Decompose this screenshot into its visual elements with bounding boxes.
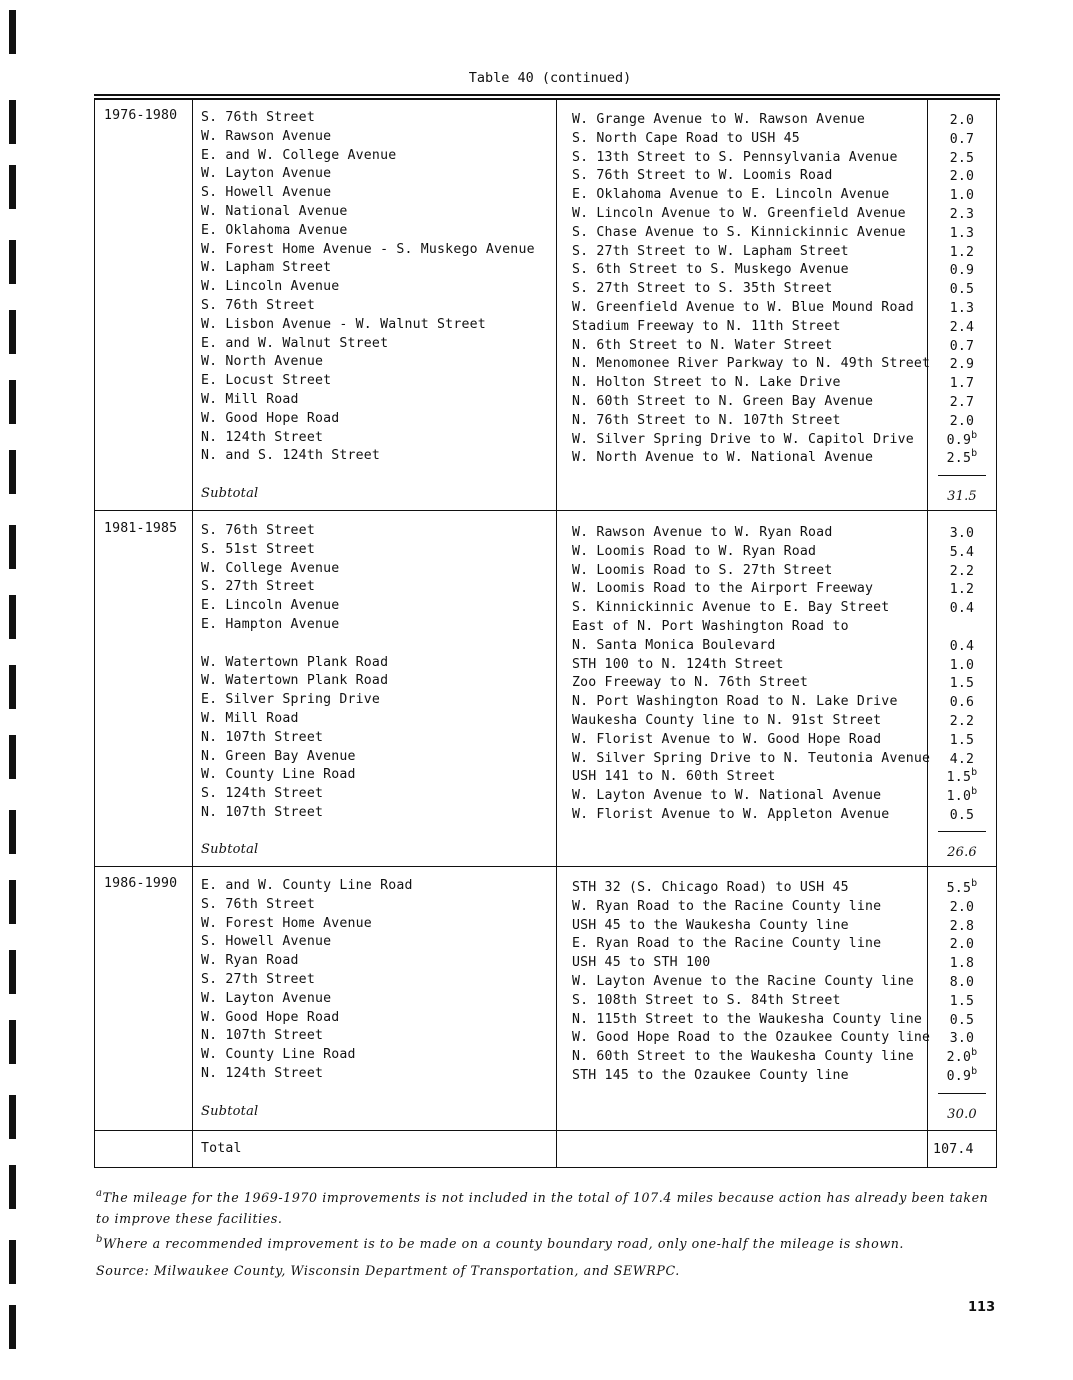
segment-extent: N. 60th Street to the Waukesha County line bbox=[572, 1049, 914, 1065]
segment-extent: S. 27th Street to W. Lapham Street bbox=[572, 243, 849, 259]
subtotal-label: Subtotal bbox=[201, 1104, 259, 1119]
facility-name: N. 107th Street bbox=[201, 729, 324, 745]
binding-hole-mark bbox=[9, 950, 16, 994]
mileage-value bbox=[928, 732, 996, 751]
binding-holes bbox=[4, 0, 20, 1380]
mileage-value bbox=[928, 429, 996, 451]
subtotal-value: 31.5 bbox=[947, 489, 977, 504]
column-divider-facility bbox=[192, 100, 193, 1168]
mileage-value bbox=[928, 563, 996, 582]
mileage-number: 2.0 bbox=[946, 1050, 972, 1066]
mileage-value bbox=[928, 918, 996, 937]
segment-extent: N. Menomonee River Parkway to N. 49th Street bbox=[572, 356, 931, 372]
binding-hole-mark bbox=[9, 100, 16, 144]
facility-name: S. Howell Avenue bbox=[201, 934, 332, 950]
facility-name: W. Watertown Plank Road bbox=[201, 654, 389, 670]
binding-hole-mark bbox=[9, 1165, 16, 1209]
mileage-number: 2.4 bbox=[949, 319, 975, 335]
mileage-value bbox=[928, 1049, 996, 1068]
mileage-number: 4.2 bbox=[949, 751, 975, 767]
mileage-value bbox=[928, 955, 996, 974]
mileage-value bbox=[928, 356, 996, 375]
facility-name: W. National Avenue bbox=[201, 204, 348, 219]
footnote-b-reference: b bbox=[971, 1066, 978, 1077]
mileage-number: 2.8 bbox=[949, 918, 975, 934]
binding-hole-mark bbox=[9, 240, 16, 284]
mileage-number: 0.9 bbox=[949, 263, 975, 279]
segment-extent: W. Good Hope Road to the Ozaukee County line bbox=[572, 1030, 931, 1046]
segment-extent: N. Port Washington Road to N. Lake Drive bbox=[572, 694, 898, 710]
column-divider-segment bbox=[556, 100, 557, 1168]
segment-extent: N. 115th Street to the Waukesha County line bbox=[572, 1011, 923, 1027]
facility-name: S. 76th Street bbox=[201, 896, 315, 912]
mileage-value bbox=[928, 281, 996, 300]
mileage-number: 0.9 bbox=[946, 432, 972, 448]
facility-name: W. Ryan Road bbox=[201, 953, 299, 969]
mileage-value bbox=[928, 807, 996, 826]
segment-extent: S. 76th Street to W. Loomis Road bbox=[572, 168, 833, 184]
segment-extent: S. North Cape Road to USH 45 bbox=[572, 130, 800, 146]
facility-name: W. Forest Home Avenue bbox=[201, 915, 372, 931]
total-label: Total bbox=[201, 1141, 242, 1156]
facility-name: W. Layton Avenue bbox=[201, 990, 332, 1006]
facility-name: W. Rawson Avenue bbox=[201, 128, 332, 144]
mileage-value bbox=[928, 899, 996, 918]
segment-extent: W. Rawson Avenue to W. Ryan Road bbox=[572, 525, 833, 540]
mileage-value bbox=[928, 450, 996, 469]
mileage-number: 0.4 bbox=[949, 638, 975, 654]
footnote-a-text: The mileage for the 1969-1970 improvements is not included in the total of 107.4 miles because action has already been taken to improve these facilities. bbox=[96, 1190, 989, 1226]
segment-extent: STH 145 to the Ozaukee County line bbox=[572, 1068, 849, 1083]
mileage-number: 1.5 bbox=[946, 770, 972, 786]
mileage-value bbox=[928, 993, 996, 1012]
mileage-number: 2.5 bbox=[949, 150, 975, 166]
mileage-value bbox=[928, 413, 996, 432]
mileage-number: 2.9 bbox=[949, 357, 975, 373]
table-border-right bbox=[996, 100, 997, 1168]
binding-hole-mark bbox=[9, 880, 16, 924]
facility-name: W. Mill Road bbox=[201, 711, 299, 726]
facility-name: S. 51st Street bbox=[201, 541, 315, 557]
facility-name: W. Lisbon Avenue - W. Walnut Street bbox=[201, 316, 486, 332]
mileage-number: 1.0 bbox=[949, 657, 975, 673]
binding-hole-mark bbox=[9, 735, 16, 779]
subtotal-label: Subtotal bbox=[201, 842, 259, 857]
mileage-value bbox=[928, 300, 996, 319]
facility-name: S. 76th Street bbox=[201, 110, 315, 125]
period-label: 1981-1985 bbox=[104, 521, 178, 536]
mileage-number: 3.0 bbox=[949, 526, 975, 541]
segment-extent: W. Loomis Road to W. Ryan Road bbox=[572, 543, 817, 559]
mileage-value bbox=[928, 675, 996, 694]
subtotal-rule bbox=[938, 831, 986, 832]
mileage-number: 2.0 bbox=[949, 169, 975, 185]
mileage-value bbox=[928, 936, 996, 955]
mileage-number: 1.5 bbox=[949, 993, 975, 1009]
facility-name: S. 76th Street bbox=[201, 523, 315, 538]
segment-extent: USH 45 to STH 100 bbox=[572, 955, 711, 971]
segment-extent: N. Santa Monica Boulevard bbox=[572, 637, 776, 653]
facility-name: W. Watertown Plank Road bbox=[201, 673, 389, 689]
mileage-number: 2.0 bbox=[949, 937, 975, 953]
footnote-a bbox=[96, 1188, 996, 1228]
binding-hole-mark bbox=[9, 1095, 16, 1139]
segment-extent: N. 60th Street to N. Green Bay Avenue bbox=[572, 394, 874, 409]
mileage-number: 1.8 bbox=[949, 956, 975, 972]
mileage-number: 1.2 bbox=[949, 244, 975, 260]
subtotal-rule bbox=[938, 1093, 986, 1094]
period-label: 1976-1980 bbox=[104, 108, 178, 123]
mileage-number: 2.5 bbox=[946, 451, 972, 467]
segment-extent: E. Ryan Road to the Racine County line bbox=[572, 936, 882, 952]
segment-extent: N. Holton Street to N. Lake Drive bbox=[572, 375, 841, 391]
facility-name: W. Good Hope Road bbox=[201, 1009, 340, 1025]
segment-extent: W. Florist Avenue to W. Good Hope Road bbox=[572, 731, 882, 747]
facility-name: W. County Line Road bbox=[201, 767, 356, 783]
facility-name: S. 27th Street bbox=[201, 579, 315, 595]
mileage-value bbox=[928, 225, 996, 244]
mileage-number: 0.4 bbox=[949, 601, 975, 617]
binding-hole-mark bbox=[9, 1020, 16, 1064]
mileage-value bbox=[928, 600, 996, 619]
footnote-b-reference: b bbox=[971, 429, 978, 441]
footnote-b-text: Where a recommended improvement is to be made on a county boundary road, only one-half the mileage is shown. bbox=[103, 1236, 905, 1251]
table-border-left bbox=[94, 100, 95, 1168]
binding-hole-mark bbox=[9, 310, 16, 354]
mileage-number: 5.5 bbox=[946, 881, 972, 896]
mileage-number: 0.5 bbox=[949, 282, 975, 298]
footnote-b bbox=[96, 1234, 996, 1255]
segment-extent: USH 45 to the Waukesha County line bbox=[572, 917, 849, 933]
footnote-b-reference: b bbox=[971, 786, 978, 798]
facility-name: W. Forest Home Avenue - S. Muskego Avenue bbox=[201, 241, 535, 257]
page-number: 113 bbox=[968, 1300, 996, 1315]
binding-hole-mark bbox=[9, 1305, 16, 1349]
facility-name: N. 107th Street bbox=[201, 1028, 324, 1044]
facility-name: E. Hampton Avenue bbox=[201, 617, 340, 632]
binding-hole-mark bbox=[9, 665, 16, 709]
segment-extent: W. Loomis Road to S. 27th Street bbox=[572, 562, 833, 578]
facility-name: W. College Avenue bbox=[201, 560, 340, 576]
segment-extent: W. Grange Avenue to W. Rawson Avenue bbox=[572, 112, 866, 127]
mileage-value bbox=[928, 244, 996, 263]
segment-extent: S. 13th Street to S. Pennsylvania Avenue bbox=[572, 149, 898, 165]
facility-name: W. Lincoln Avenue bbox=[201, 279, 340, 295]
mileage-value bbox=[928, 112, 996, 131]
mileage-value bbox=[928, 751, 996, 770]
segment-extent: W. Silver Spring Drive to W. Capitol Drive bbox=[572, 431, 914, 447]
mileage-value bbox=[928, 187, 996, 206]
segment-extent: W. Layton Avenue to W. National Avenue bbox=[572, 788, 882, 804]
mileage-value bbox=[928, 150, 996, 169]
segment-extent: STH 100 to N. 124th Street bbox=[572, 656, 784, 672]
facility-name: N. Green Bay Avenue bbox=[201, 748, 356, 764]
subtotal-value: 30.0 bbox=[947, 1107, 977, 1122]
mileage-number: 1.3 bbox=[949, 225, 975, 241]
mileage-value bbox=[928, 206, 996, 225]
mileage-number: 1.0 bbox=[946, 789, 972, 805]
facility-name: N. 124th Street bbox=[201, 429, 324, 445]
binding-hole-mark bbox=[9, 525, 16, 569]
table-top-rule bbox=[94, 94, 1000, 96]
mileage-value bbox=[928, 974, 996, 993]
segment-extent: W. Ryan Road to the Racine County line bbox=[572, 898, 882, 914]
mileage-number: 0.5 bbox=[949, 1012, 975, 1028]
segment-extent: N. 6th Street to N. Water Street bbox=[572, 337, 833, 353]
mileage-number: 2.2 bbox=[949, 714, 975, 729]
binding-hole-mark bbox=[9, 165, 16, 209]
mileage-value bbox=[928, 581, 996, 600]
facility-name: E. and W. Walnut Street bbox=[201, 335, 389, 351]
section-separator bbox=[94, 510, 997, 511]
facility-name: E. Oklahoma Avenue bbox=[201, 222, 348, 238]
mileage-number: 2.0 bbox=[949, 413, 975, 429]
footnote-b-reference: b bbox=[971, 767, 978, 779]
footnote-b-marker: b bbox=[96, 1234, 104, 1245]
mileage-number: 2.0 bbox=[949, 899, 975, 915]
mileage-number: 2.0 bbox=[949, 113, 975, 128]
segment-extent: S. 6th Street to S. Muskego Avenue bbox=[572, 262, 849, 278]
mileage-value bbox=[928, 1012, 996, 1031]
segment-extent: W. North Avenue to W. National Avenue bbox=[572, 450, 874, 466]
mileage-value bbox=[928, 788, 996, 807]
table-title: Table 40 (continued) bbox=[468, 70, 632, 86]
segment-extent: N. 76th Street to N. 107th Street bbox=[572, 412, 841, 428]
mileage-number: 0.7 bbox=[949, 338, 975, 354]
facility-name: S. Howell Avenue bbox=[201, 185, 332, 201]
table-top-rule-inner bbox=[94, 98, 1000, 100]
binding-hole-mark bbox=[9, 595, 16, 639]
mileage-number: 0.5 bbox=[949, 808, 975, 823]
facility-name: E. and W. County Line Road bbox=[201, 878, 413, 893]
segment-extent: Waukesha County line to N. 91st Street bbox=[572, 713, 882, 728]
mileage-number: 1.0 bbox=[949, 188, 975, 204]
mileage-number: 0.6 bbox=[949, 695, 975, 711]
mileage-number: 0.9 bbox=[946, 1069, 972, 1084]
mileage-number: 1.2 bbox=[949, 582, 975, 598]
subtotal-value: 26.6 bbox=[947, 845, 977, 860]
facility-name: S. 124th Street bbox=[201, 786, 324, 802]
mileage-value bbox=[928, 694, 996, 713]
mileage-value bbox=[928, 262, 996, 281]
total-value: 107.4 bbox=[933, 1142, 974, 1157]
facility-name: W. County Line Road bbox=[201, 1047, 356, 1063]
mileage-value bbox=[928, 319, 996, 338]
facility-name: S. 76th Street bbox=[201, 298, 315, 313]
mileage-value bbox=[928, 638, 996, 657]
segment-extent: S. Kinnickinnic Avenue to E. Bay Street bbox=[572, 600, 890, 616]
segment-extent: W. Greenfield Avenue to W. Blue Mound Road bbox=[572, 300, 914, 315]
mileage-value bbox=[928, 1068, 996, 1087]
mileage-value bbox=[928, 544, 996, 563]
footnote-a-marker: a bbox=[96, 1188, 103, 1199]
mileage-value bbox=[928, 131, 996, 150]
mileage-value bbox=[928, 713, 996, 732]
footnote-b-reference: b bbox=[971, 448, 978, 460]
mileage-value bbox=[928, 168, 996, 187]
mileage-value bbox=[928, 880, 996, 899]
segment-extent: STH 32 (S. Chicago Road) to USH 45 bbox=[572, 880, 849, 895]
facility-name: N. and S. 124th Street bbox=[201, 448, 381, 464]
binding-hole-mark bbox=[9, 450, 16, 494]
facility-name: W. Lapham Street bbox=[201, 260, 332, 276]
mileage-number: 0.7 bbox=[949, 131, 975, 147]
mileage-number: 1.7 bbox=[949, 376, 975, 392]
segment-extent: S. 27th Street to S. 35th Street bbox=[572, 281, 833, 297]
mileage-number: 2.3 bbox=[949, 207, 975, 222]
footnote-b-reference: b bbox=[971, 1047, 978, 1059]
binding-hole-mark bbox=[9, 810, 16, 854]
segment-extent: Stadium Freeway to N. 11th Street bbox=[572, 318, 841, 334]
facility-name: E. Lincoln Avenue bbox=[201, 598, 340, 614]
mileage-number: 3.0 bbox=[949, 1031, 975, 1047]
source-note: Source: Milwaukee County, Wisconsin Department of Transportation, and SEWRPC. bbox=[96, 1263, 680, 1278]
segment-extent: East of N. Port Washington Road to bbox=[572, 619, 849, 634]
segment-extent: S. 108th Street to S. 84th Street bbox=[572, 992, 841, 1008]
binding-hole-mark bbox=[9, 10, 16, 54]
facility-name: N. 124th Street bbox=[201, 1066, 324, 1081]
segment-extent: E. Oklahoma Avenue to E. Lincoln Avenue bbox=[572, 187, 890, 203]
mileage-value bbox=[928, 338, 996, 357]
subtotal-label: Subtotal bbox=[201, 486, 259, 501]
segment-extent: W. Florist Avenue to W. Appleton Avenue bbox=[572, 807, 890, 822]
facility-name: W. Good Hope Road bbox=[201, 410, 340, 426]
binding-hole-mark bbox=[9, 380, 16, 424]
period-label: 1986-1990 bbox=[104, 876, 178, 891]
mileage-value bbox=[928, 375, 996, 394]
mileage-number: 5.4 bbox=[949, 544, 975, 560]
segment-extent: W. Layton Avenue to the Racine County line bbox=[572, 974, 914, 989]
mileage-number: 2.2 bbox=[949, 563, 975, 579]
binding-hole-mark bbox=[9, 1240, 16, 1284]
section-separator bbox=[94, 866, 997, 867]
subtotal-rule bbox=[938, 475, 986, 476]
mileage-value bbox=[928, 769, 996, 788]
facility-name: E. Locust Street bbox=[201, 373, 332, 389]
segment-extent: W. Lincoln Avenue to W. Greenfield Avenue bbox=[572, 206, 906, 221]
mileage-value bbox=[928, 394, 996, 413]
mileage-number: 1.5 bbox=[949, 732, 975, 748]
facility-name: N. 107th Street bbox=[201, 805, 324, 820]
mileage-value bbox=[928, 657, 996, 676]
facility-name: E. and W. College Avenue bbox=[201, 147, 397, 163]
segment-extent: W. Silver Spring Drive to N. Teutonia Avenue bbox=[572, 750, 931, 766]
facility-name: W. Layton Avenue bbox=[201, 166, 332, 182]
mileage-number: 1.3 bbox=[949, 301, 975, 316]
mileage-value bbox=[928, 1030, 996, 1049]
footnotes bbox=[96, 1188, 996, 1286]
mileage-number: 8.0 bbox=[949, 975, 975, 990]
facility-name: W. Mill Road bbox=[201, 392, 299, 407]
table-border-bottom bbox=[94, 1167, 997, 1168]
facility-name: E. Silver Spring Drive bbox=[201, 692, 381, 708]
mileage-value bbox=[928, 525, 996, 544]
footnote-b-reference: b bbox=[971, 878, 978, 889]
segment-extent: USH 141 to N. 60th Street bbox=[572, 769, 776, 785]
segment-extent: Zoo Freeway to N. 76th Street bbox=[572, 675, 809, 691]
section-separator bbox=[94, 1130, 997, 1131]
segment-extent: W. Loomis Road to the Airport Freeway bbox=[572, 581, 874, 597]
mileage-number: 1.5 bbox=[949, 676, 975, 692]
facility-name: W. North Avenue bbox=[201, 354, 324, 370]
facility-name: S. 27th Street bbox=[201, 972, 315, 987]
segment-extent: S. Chase Avenue to S. Kinnickinnic Avenue bbox=[572, 224, 906, 240]
mileage-number: 2.7 bbox=[949, 395, 975, 410]
